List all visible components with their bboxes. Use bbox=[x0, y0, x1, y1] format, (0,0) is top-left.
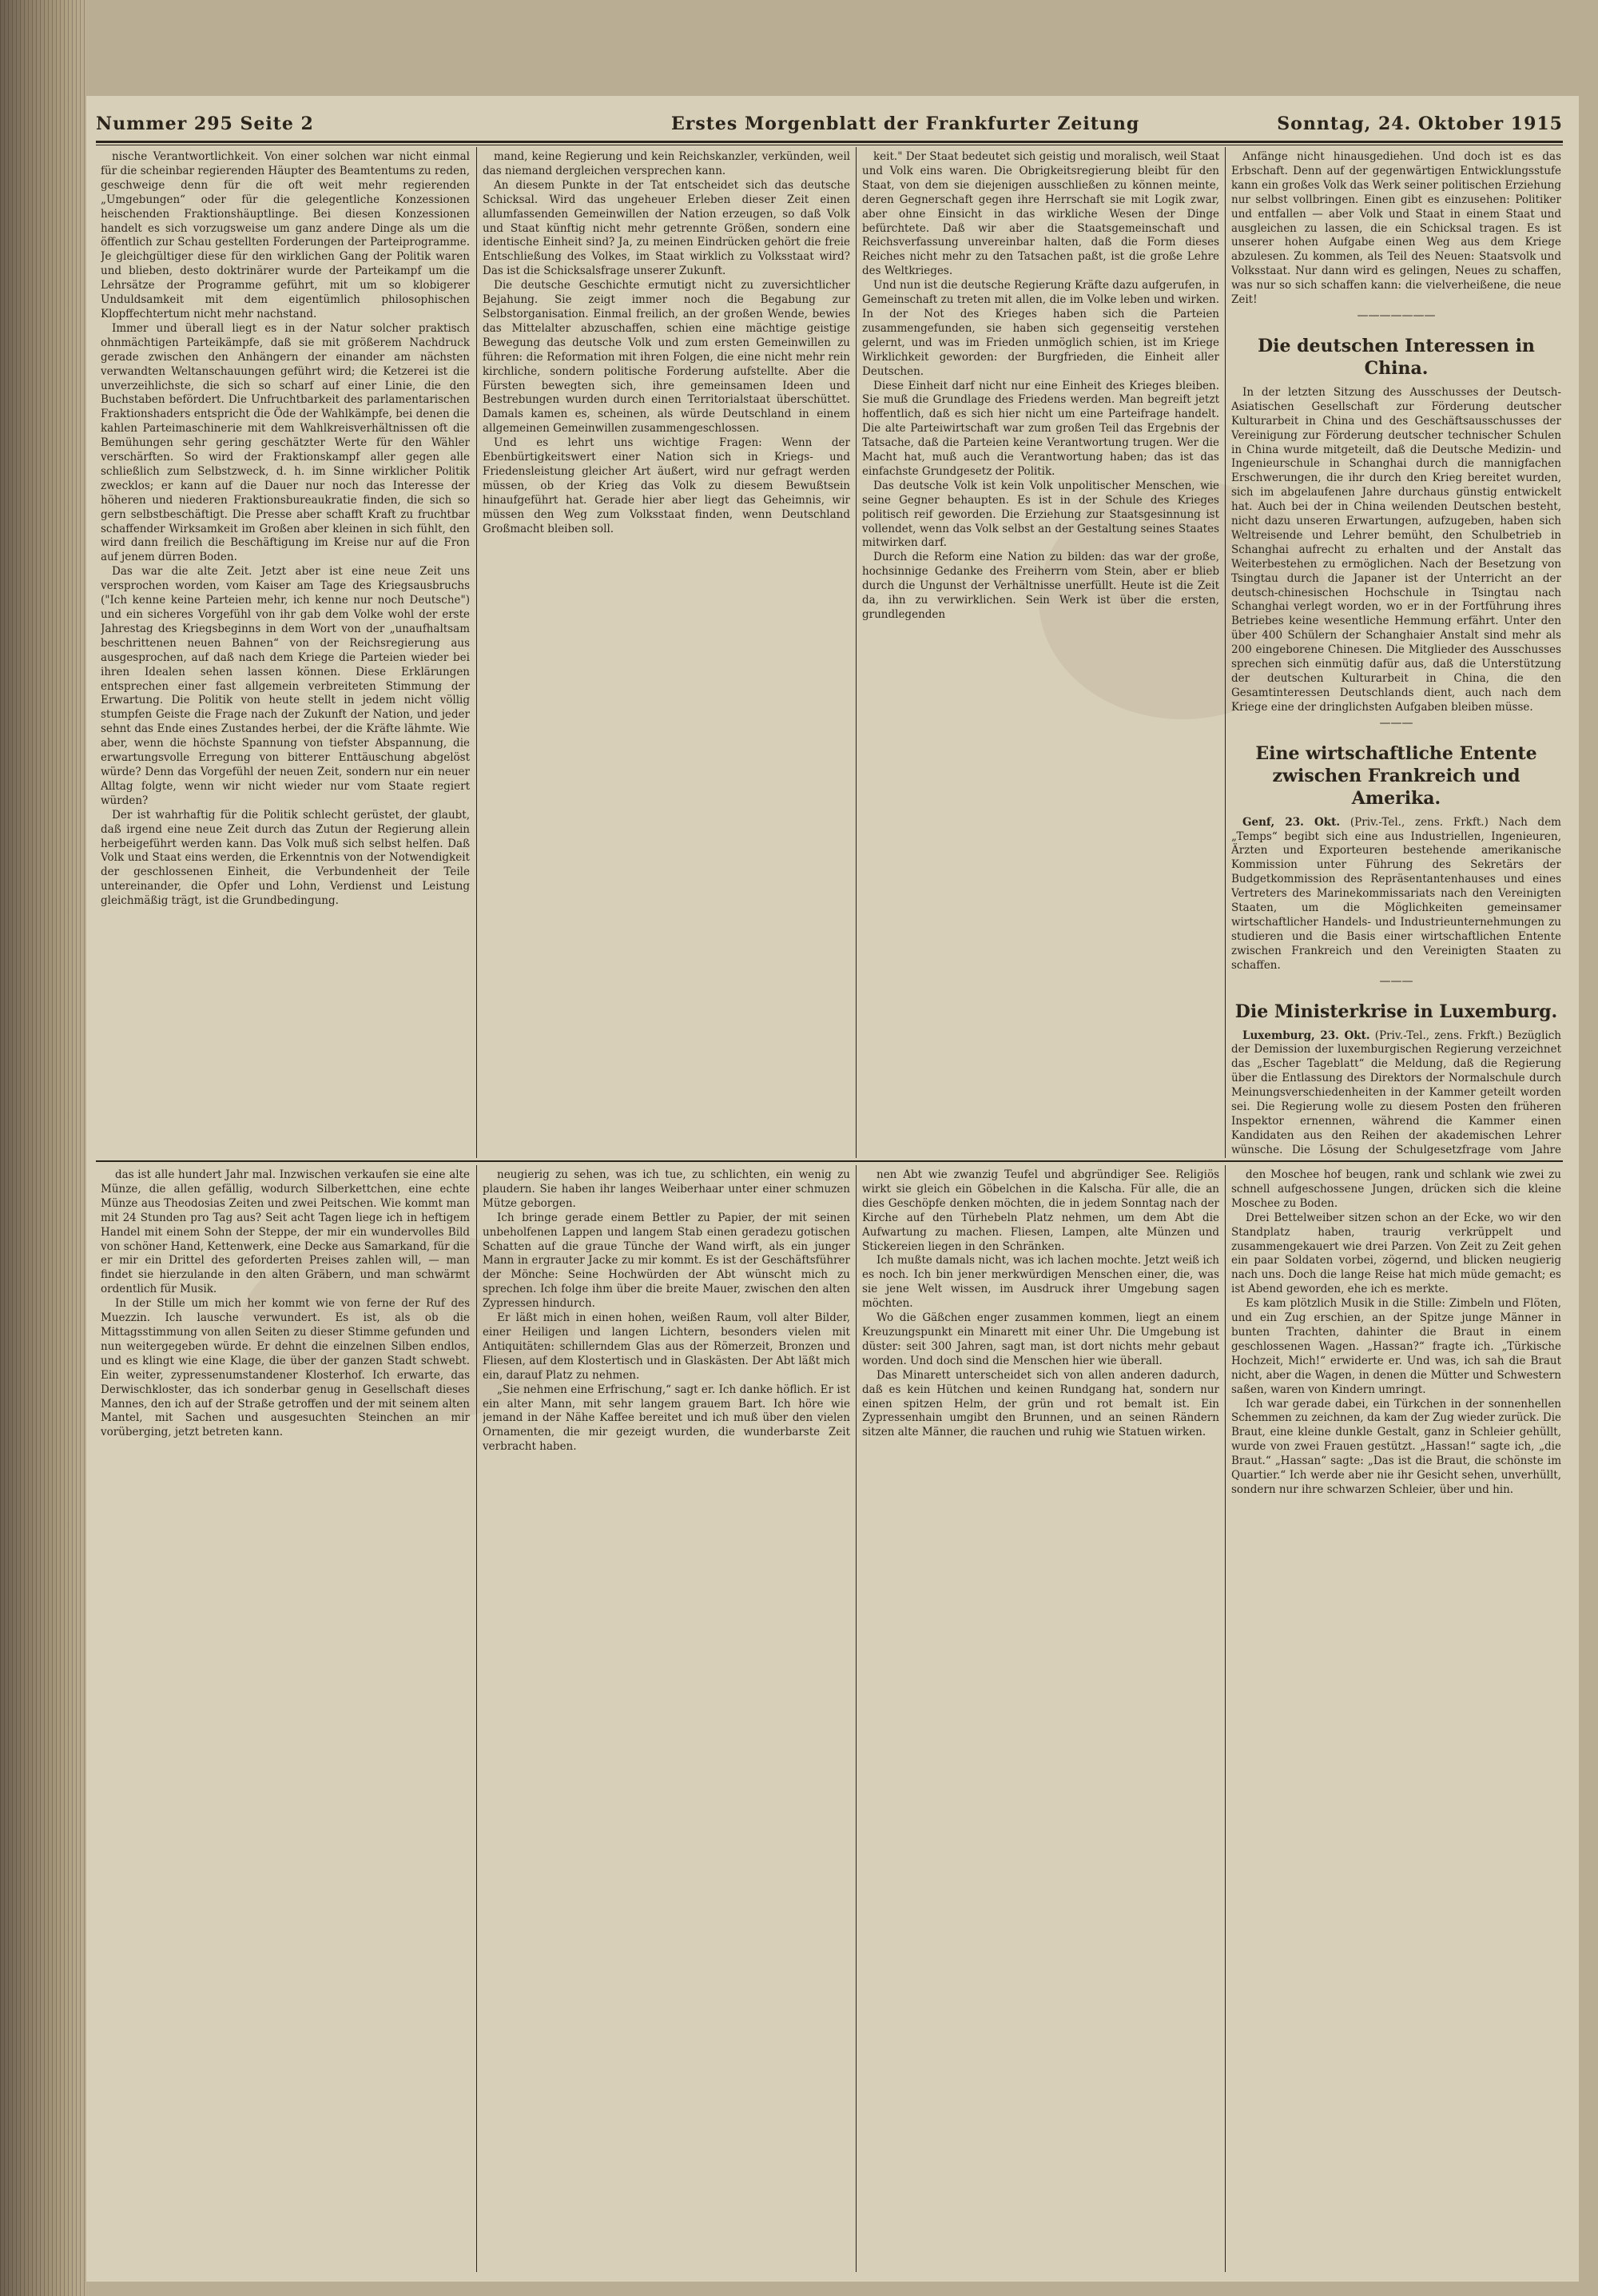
paragraph: Drei Bettelweiber sitzen schon an der Ecke, wo wir den Standplatz haben, traurig verkrüppelt und zusammengekauert wie drei Parzen. Von Zeit zu Zeit gehen ein paar Soldaten vorbei, zögernd, und blicken neugierig nach uns. Doch die lange Reise hat mich müde gemacht; es ist Abend geworden, ehe ich es merkte. bbox=[1231, 1211, 1561, 1296]
dateline: Genf, 23. Okt. bbox=[1242, 815, 1341, 829]
paragraph: Und nun ist die deutsche Regierung Kräfte dazu aufgerufen, in Gemeinschaft zu treten mit allen, die im Volke leben und wirken. In der Not des Krieges haben sich die Parteien zusammengefunden, sie haben sich gegenseitig verstehen gelernt, und was im Frieden unmöglich schien, ist im Kriege Wirklichkeit geworden: der Burgfrieden, die Einheit aller Deutschen. bbox=[862, 279, 1219, 378]
paragraph: Anfänge nicht hinausgediehen. Und doch ist es das Erbschaft. Denn auf der gegenwärtigen Entwicklungsstufe kann ein großes Volk das Werk seiner politischen Erziehung nur selbst vollbringen. Einen gibt es einzusehen: Politiker und entfallen — aber Volk und Staat in einem Staat und ausgleichen zu lassen, die ein Schicksal tragen. Es ist unserer hohen Aufgabe einen Weg aus dem Kriege abzulesen. Zu kommen, als Teil des Neuen: Staatsvolk und Volksstaat. Nur dann wird es gelingen, Neues zu schaffen, was nur so sich schaffen kann: die vielverheißene, die neue Zeit! bbox=[1231, 150, 1561, 307]
paragraph: neugierig zu sehen, was ich tue, zu schlichten, ein wenig zu plaudern. Sie haben ihr langes Weiberhaar unter einer schmuzen Mütze geborgen. bbox=[483, 1168, 850, 1210]
source-note: (Priv.-Tel., zens. Frkft.) bbox=[1350, 815, 1489, 829]
issue-date: Sonntag, 24. Oktober 1915 bbox=[1277, 113, 1563, 134]
column-divider bbox=[476, 147, 477, 1158]
section-separator: ——— bbox=[1379, 716, 1413, 730]
paragraph: mand, keine Regierung und kein Reichskanzler, verkünden, weil das niemand dergleichen versprechen kann. bbox=[483, 150, 850, 177]
paragraph: Das war die alte Zeit. Jetzt aber ist eine neue Zeit uns versprochen worden, vom Kaiser am Tage des Kriegsausbruchs ("Ich kenne keine Parteien mehr, ich kenne nur noch Deutsche") und ein sicheres Vorgefühl von ihr gab dem Volke wohl der erste Jahrestag des Kriegsbeginns in dem Wort von der „unaufhaltsam beschrittenen neuen Bahnen“ von der Reichsregierung aus ausgesprochen, auf daß nach dem Kriege die Parteien wieder bei ihren Idealen sehen lassen können. Diese Erklärungen entsprechen einer fast allgemein verbreiteten Stimmung der Erwartung. Die Politik von heute stellt in jedem nicht völlig stumpfen Geiste die Frage nach der Zukunft der Nation, und jeder sehnt das Ende eines Zustandes herbei, der die Kräfte lähmte. Wie aber, wenn die höchste Spannung von tiefster Abspannung, die erwartungsvolle Erregung von bitterer Enttäuschung abgelöst würde? Denn das Vorgefühl der neuen Zeit, sondern nur ein neuer Alltag folgte, wenn wir nicht wieder nur vom Staate regiert würden? bbox=[101, 565, 470, 807]
paragraph: Immer und überall liegt es in der Natur solcher praktisch ohnmächtigen Parteikämpfe, daß sie mit größerem Nachdruck gerade zwischen den Anhängern der einander am nächsten verwandten Weltanschauungen geführt wird; die Ketzerei ist die unverzeihlichste, die sich so scharf auf einer Linie, die den Buchstaben befördert. Die Unfruchtbarkeit des parlamentarischen Fraktionshaders entspricht die Öde der Wahlkämpfe, bei denen die kahlen Parteimaschinerie mit dem Wahlkreisverhältnissen oft die Bemühungen sehr gering geschätzter Werte für den Wähler verschärften. So wird der Fraktionskampf aller gegen alle schließlich zum Selbstzweck, d. h. im Sinne wirklicher Politik zwecklos; er kann auf die Dauer nur noch das Interesse der höheren und niederen Fraktionsbureaukratie finden, die sich so gern selbstbeschäftigt. Die Presse aber schafft Kraft zu fruchtbar schaffender Wirksamkeit im Großen aber kleinen in sich fühlt, den wird dann freilich die Beschäftigung im Kreise nur auf die Fron auf jenem dürren Boden. bbox=[101, 321, 470, 564]
issue-number: Nummer 295 Seite 2 bbox=[96, 113, 314, 134]
column-divider bbox=[856, 147, 857, 1158]
column-divider bbox=[1225, 1165, 1226, 2272]
article-body: Bezüglich der Demission der luxemburgischen Regierung verzeichnet das „Escher Tageblatt“ die Meldung, daß die Regierung über die Entlassung des Direktors der Normalschule durch Meinungsverschiedenheiten in der Kammer geteilt worden sei. Die Regierung wolle zu diesem Posten den früheren Inspektor ernennen, während die Kammer einen Kandidaten aus den Reihen der akademischen Lehrer wünsche. Die Lösung der Schulgesetzfrage vom Jahre bbox=[1231, 1029, 1561, 1156]
paragraph: Wo die Gäßchen enger zusammen kommen, liegt an einem Kreuzungspunkt ein Minarett mit einer Uhr. Die Umgebung ist düster: seit 300 Jahren, sagt man, ist dort nichts mehr gebaut worden. Und doch sind die Menschen hier wie überall. bbox=[862, 1311, 1219, 1367]
paragraph: Ich bringe gerade einem Bettler zu Papier, der mit seinen unbeholfenen Lappen und langem Stab einen geradezu gotischen Schatten auf die graue Tünche der Wand wirft, als ein junger Mann in ergrauter Jacke zu mir kommt. Es ist der Geschäftsführer der Mönche: Seine Hochwürden der Abt wünscht mich zu sprechen. Ich folge ihm über die breite Mauer, zwischen den alten Zypressen hindurch. bbox=[483, 1211, 850, 1311]
paragraph: den Moschee hof beugen, rank und schlank wie zwei zu schnell aufgeschossene Jungen, drücken sich die kleine Moschee zu Boden. bbox=[1231, 1168, 1561, 1210]
feuilleton-rule bbox=[96, 1160, 1563, 1162]
china-headline: Die deutschen Interessen in China. bbox=[1258, 335, 1535, 379]
paragraph: das ist alle hundert Jahr mal. Inzwischen verkaufen sie eine alte Münze, die allen gefällig, wodurch Silberkettchen, eine echte Münze aus Theodosias Zeiten und zwei Peitschen. Wie kommt man mit 24 Stunden pro Tag aus? Seit acht Tagen liege ich in heftigem Handel mit einem Sohn der Steppe, der mir ein wundervolles Bild von schöner Hand, Kettenwerk, eine Decke aus Samarkand, für die er mir ein Drittel des geforderten Preises zahlen will, — man findet sie hierzulande in den alten Gräbern, und man schwärmt ordentlich für Musik. bbox=[101, 1168, 470, 1296]
page-header bbox=[96, 110, 1563, 139]
upper-column-4 bbox=[1231, 150, 1561, 1156]
paragraph: Er läßt mich in einen hohen, weißen Raum, voll alter Bilder, einer Heiligen und langen Lichtern, besonders vielen mit Antiquitäten: schillerndem Glas aus der Römerzeit, Bronzen und Fliesen, auf dem Klostertisch und in Glaskästen. Der Abt läßt mich ein, darauf Platz zu nehmen. bbox=[483, 1311, 850, 1382]
paragraph: Das Minarett unterscheidet sich von allen anderen dadurch, daß es kein Hütchen und keinen Rundgang hat, sondern nur einen spitzen Helm, der grün und rot bemalt ist. Ein Zypressenhain umgibt den Brunnen, und an seinen Rändern sitzen alte Männer, die rauchen und ruhig wie Statuen wirken. bbox=[862, 1368, 1219, 1439]
column-divider bbox=[856, 1165, 857, 2272]
paragraph: Ich war gerade dabei, ein Türkchen in der sonnenhellen Schemmen zu zeichnen, da kam der Zug wieder zurück. Die Braut, eine kleine dunkle Gestalt, ganz in Schleier gehüllt, wurde von zwei Frauen gestützt. „Hassan!“ sagte ich, „die Braut.“ „Hassan“ sagte: „Das ist die Braut, die schönste im Quartier.“ Ich werde aber nie ihr Gesicht sehen, unverhüllt, sondern nur ihre schwarzen Schleier, über und hin. bbox=[1231, 1397, 1561, 1496]
paragraph: Diese Einheit darf nicht nur eine Einheit des Krieges bleiben. Sie muß die Grundlage des Friedens werden. Man begreift jetzt hoffentlich, daß es sich hier nicht um eine Parteifrage handelt. Die alte Parteiwirtschaft war zum großen Teil das Ergebnis der Tatsache, daß die Parteien keine Verantwortung trugen. Wer die Macht hat, muß auch die Verantwortung haben; das ist das einfachste Grundgesetz der Politik. bbox=[862, 379, 1219, 478]
section-separator: ——— bbox=[1379, 974, 1413, 988]
paragraph: Ich mußte damals nicht, was ich lachen mochte. Jetzt weiß ich es noch. Ich bin jener merkwürdigen Menschen einer, die, was sie jene Welt wissen, im Ausdruck ihrer Umgebung sagen möchten. bbox=[862, 1254, 1219, 1311]
paragraph: Das deutsche Volk ist kein Volk unpolitischer Menschen, wie seine Gegner behaupten. Es ist in der Schule des Krieges politisch reif geworden. Die Erziehung zur Staatsgesinnung ist vollendet, wenn das Volk selbst an der Gestaltung seines Staates mitwirken darf. bbox=[862, 479, 1219, 550]
paragraph: keit." Der Staat bedeutet sich geistig und moralisch, weil Staat und Volk eins waren. Die Obrigkeitsregierung bleibt für den Staat, von dem sie diejenigen ausschließen zu können meinte, deren Gegnerschaft gegen ihre Herrschaft sie mit Logik zwar, aber ohne Einsicht in das wirkliche Wesen der Dinge befürchtete. Daß wir aber die Staatsgemeinschaft und Reichsverfassung unvereinbar halten, daß die Form dieses Reiches nicht mehr zu den Tatsachen paßt, ist die große Lehre des Weltkrieges. bbox=[862, 150, 1219, 278]
paragraph: nische Verantwortlichkeit. Von einer solchen war nicht einmal für die scheinbar regierenden Häupter des Beamtentums zu reden, geschweige denn für die oft weit mehr regierenden „Umgebungen“ oder für die gelegentliche Konzessionen heischenden Fraktionshäuptlinge. Bei diesen Konzessionen handelt es sich vorzugsweise um ganz andere Dinge als um die öffentlich zur Schau gestellten Forderungen der Parteiprogramme. Je gleichgültiger diese für den wirklichen Gang der Politik waren und blieben, desto doktrinärer wurde der Parteikampf um die Lehrsätze der Programme geführt, mit um so klobigerer Unduldsamkeit mit dem eigentümlich philosophischen Klopffechtertum nicht mehr nachstand. bbox=[101, 150, 470, 320]
article-body: Nach dem „Temps“ begibt sich eine aus Industriellen, Ingenieuren, Ärzten und Exporteuren bestehende amerikanische Kommission unter Führung des Sekretärs der Budgetkommission des Repräsentantenhauses und eines Vertreters des Marinekommissariats nach den Vereinigten Staaten, um die Möglichkeiten gemeinsamer wirtschaftlicher Handels- und Industrieunternehmungen zu studieren und die Basis einer wirtschaftlichen Entente zwischen Frankreich und den Vereinigten Staaten zu schaffen. bbox=[1231, 815, 1561, 972]
feuilleton-column-2 bbox=[483, 1168, 850, 2271]
paragraph: Durch die Reform eine Nation zu bilden: das war der große, hochsinnige Gedanke des Freiherrn vom Stein, aber er blieb durch die Ungunst der Verhältnisse unerfüllt. Heute ist die Zeit da, ihn zu verwirklichen. Sein Werk ist über die ersten, grundlegenden bbox=[862, 551, 1219, 621]
paragraph: Der ist wahrhaftig für die Politik schlecht gerüstet, der glaubt, daß irgend eine neue Zeit durch das Zutun der Regierung allein herbeigeführt werden kann. Das Volk muß sich selbst helfen. Daß Volk und Staat eins werden, die Erkenntnis von der Notwendigkeit der geschlossenen Einheit, die Verbundenheit der Teile untereinander, die Opfer und Lohn, Verdienst und Leistung gleichmäßig trägt, ist die Grundbedingung. bbox=[101, 808, 470, 908]
feuilleton-column-1 bbox=[101, 1168, 470, 2271]
entente-headline: Eine wirtschaftliche Entente zwischen Frankreich und Amerika. bbox=[1255, 742, 1537, 809]
masthead: Erstes Morgenblatt der Frankfurter Zeitung bbox=[671, 113, 1140, 134]
binding-page-edges bbox=[0, 0, 86, 2296]
paragraph bbox=[1231, 1029, 1561, 1156]
upper-column-3 bbox=[862, 150, 1219, 1156]
paragraph: An diesem Punkte in der Tat entscheidet sich das deutsche Schicksal. Wird das ungeheuer Erleben dieser Zeit einen allumfassenden Gemeinwillen der Nation erzeugen, so daß Volk und Staat künftig nicht mehr getrennte Größen, sondern eine identische Einheit sind? Ja, zu meinen Eindrücken gehört die freie Entschließung des Volkes, im Staat wirklich zu Volksstaat wird? Das ist die Schicksalsfrage unserer Zukunft. bbox=[483, 178, 850, 278]
dateline: Luxemburg, 23. Okt. bbox=[1242, 1029, 1370, 1042]
header-rule bbox=[96, 141, 1563, 143]
feuilleton-column-4 bbox=[1231, 1168, 1561, 2271]
column-divider bbox=[476, 1165, 477, 2272]
section-separator: ——————— bbox=[1357, 308, 1436, 322]
upper-column-2 bbox=[483, 150, 850, 1156]
paragraph: Die deutsche Geschichte ermutigt nicht zu zuversichtlicher Bejahung. Sie zeigt immer noch die Begabung zur Selbstorganisation. Einmal freilich, an der großen Wende, bewies das Mittelalter abzuschaffen, schien eine mächtige geistige Bewegung das deutsche Volk und zum ersten Gemeinwillen zu führen: die Reformation mit ihren Folgen, die eine nicht mehr rein kirchliche, sondern politische Forderung aufstellte. Aber die Fürsten bewegten sich, ihre gemeinsamen Ideen und Bestrebungen wurden durch einen Territorialstaat überschüttet. Damals kamen es, scheinen, als würde Deutschland in einem allgemeinen Gemeinwillen zusammengeschlossen. bbox=[483, 279, 850, 436]
paragraph: Und es lehrt uns wichtige Fragen: Wenn der Ebenbürtigkeitswert einer Nation sich in Kriegs- und Friedensleistung gleicher Art äußert, wird nur gefragt werden müssen, ob der Krieg das Volk zu diesem Bewußtsein hinaufgeführt hat. Gerade hier aber liegt das Geheimnis, wir müssen den Weg zum Volksstaat finden, wenn Deutschland Großmacht bleiben soll. bbox=[483, 436, 850, 535]
paragraph: nen Abt wie zwanzig Teufel und abgründiger See. Religiös wirkt sie gleich ein Göbelchen in die Kalscha. Für alle, die an dies Geschöpfe denken möchten, die in jedem Sonntag nach der Kirche auf den Türhebeln Platz nehmen, um dem Abt die Aufwartung zu machen. Fliesen, Lampen, alte Münzen und Stickereien liegen in den Schränken. bbox=[862, 1168, 1219, 1253]
source-note: (Priv.-Tel., zens. Frkft.) bbox=[1374, 1029, 1503, 1042]
luxemburg-headline: Die Ministerkrise in Luxemburg. bbox=[1234, 1001, 1558, 1022]
paragraph: Es kam plötzlich Musik in die Stille: Zimbeln und Flöten, und ein Zug erschien, an der Spitze junge Männer in bunten Trachten, dahinter die Braut in einem geschlossenen Wagen. „Hassan?“ fragte ich. „Türkische Hochzeit, Mich!“ erwiderte er. Und was, ich sah die Braut nicht, aber die Wagen, in denen die Mütter und Schwestern saßen, waren von Kindern umringt. bbox=[1231, 1297, 1561, 1396]
paragraph: „Sie nehmen eine Erfrischung,“ sagt er. Ich danke höflich. Er ist ein alter Mann, mit sehr langem grauem Bart. Ich höre wie jemand in der Nähe Kaffee bereitet und ich muß über den vielen Ornamenten, die mir gezeigt wurden, die wunderbarste Zeit verbracht haben. bbox=[483, 1383, 850, 1454]
column-divider bbox=[1225, 147, 1226, 1158]
feuilleton-column-3 bbox=[862, 1168, 1219, 2271]
paragraph: In der letzten Sitzung des Ausschusses der Deutsch-Asiatischen Gesellschaft zur Förderung deutscher Kulturarbeit in China und des Geschäftsausschusses der Vereinigung zur Förderung deutscher technischer Schulen in China wurde mitgeteilt, daß die Deutsche Medizin- und Ingenieurschule in Schanghai durch die mannigfachen Erschwerungen, die ihr durch den Krieg bereitet wurden, sich im abgelaufenen Jahre durchaus günstig entwickelt hat. Auch bei der in China weilenden Deutschen besteht, nicht dazu unseren Erwartungen, aufzugeben, haben sich Weltreisende und Lehrer bemüht, den Schulbetrieb in Schanghai aufrecht zu erhalten und der Anstalt das Weiterbestehen zu ermöglichen. Nach der Besetzung von Tsingtau durch die Japaner ist der Unterricht an der deutsch-chinesischen Hochschule in Tsingtau nach Schanghai verlegt worden, wo er in der Fortführung ihres Betriebes keine wesentliche Hemmung erfährt. Unter den über 400 Schülern der Schanghaier Anstalt sind mehr als 200 eingeborene Chinesen. Die Mitglieder des Ausschusses sprechen sich einmütig dafür aus, daß die Unterstützung der deutschen Kulturarbeit in China, die den Gesamtinteressen Deutschlands dient, auch nach dem Kriege eine der dringlichsten Aufgaben bleiben müsse. bbox=[1231, 385, 1561, 714]
paragraph bbox=[1231, 816, 1561, 973]
upper-column-1 bbox=[101, 150, 470, 1156]
paragraph: In der Stille um mich her kommt wie von ferne der Ruf des Muezzin. Ich lausche verwundert. Es ist, als ob die Mittagsstimmung von allen Seiten zu dieser Stimme gefunden und nun weitergegeben würde. Er dehnt die einzelnen Silben endlos, und es klingt wie eine Klage, die über der ganzen Stadt schwebt. Ein weiter, zypressenumstandener Klosterhof. Ich erwarte, das Derwischkloster, das ich sonderbar genug in Gesellschaft dieses Mannes, den ich auf der Straße getroffen und der mit seinem alten Mantel, mit Sachen und ausgesuchten Steinchen an mir vorüberging, jetzt betreten kann. bbox=[101, 1297, 470, 1439]
